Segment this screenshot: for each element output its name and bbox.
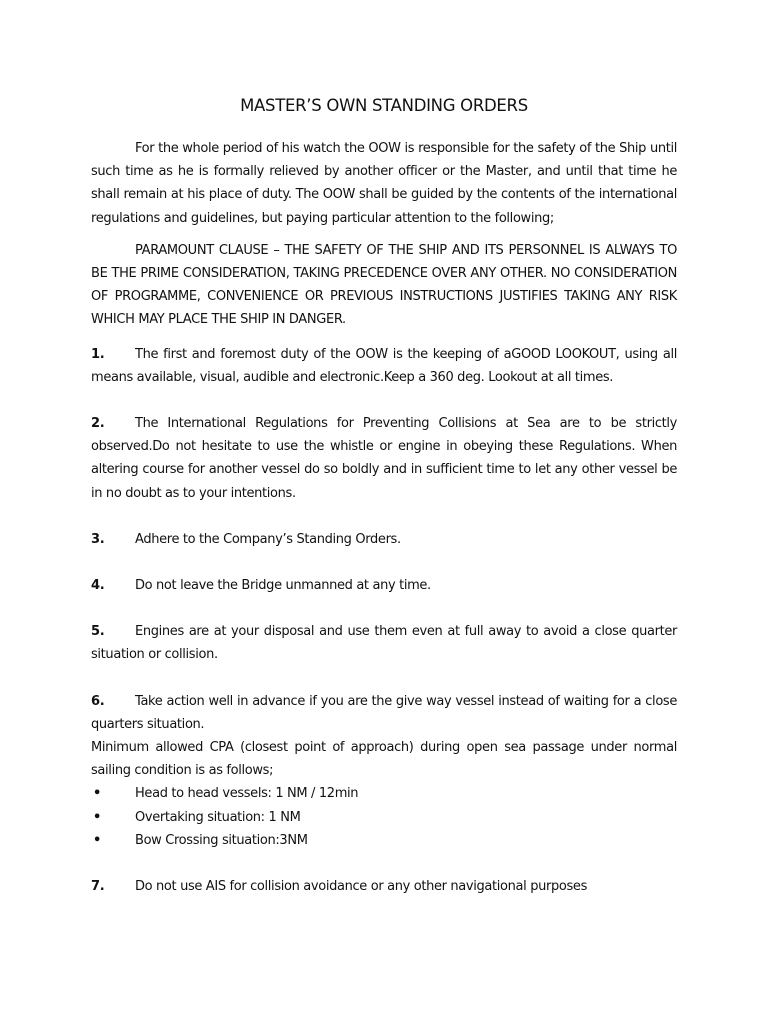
order-item-5 xyxy=(91,620,677,666)
cpa-intro: Minimum allowed CPA (closest point of approach) during open sea passage under normal sailing condition is as follows; xyxy=(91,740,677,779)
order-item-1 xyxy=(91,343,677,389)
order-number: 3. xyxy=(91,531,105,547)
order-item-4 xyxy=(91,574,677,597)
order-text: Engines are at your disposal and use them even at full away to avoid a close quarter situation or collision. xyxy=(91,624,677,663)
order-text: The International Regulations for Preventing Collisions at Sea are to be strictly observed.Do not hesitate to use the whistle or engine in obeying these Regulations. When altering course for another vessel do so boldly and in sufficient time to let any other vessel be in no doubt as to your intentions. xyxy=(91,416,677,501)
list-item-text: Head to head vessels: 1 NM / 12min xyxy=(135,786,359,802)
order-text: Adhere to the Company’s Standing Orders. xyxy=(135,531,401,547)
list-item-text: Bow Crossing situation:3NM xyxy=(135,832,308,848)
intro-paragraph: For the whole period of his watch the OOW is responsible for the safety of the Ship until such time as he is formally relieved by another officer or the Master, and until that time he shall remain at his place of duty. The OOW shall be guided by the contents of the international regulations and guidelines, but paying particular attention to the following; xyxy=(91,141,677,226)
order-item-3 xyxy=(91,528,677,551)
order-number: 5. xyxy=(91,624,105,640)
document-body xyxy=(91,95,677,898)
list-item xyxy=(91,806,677,829)
order-number: 7. xyxy=(91,879,105,895)
order-text: Take action well in advance if you are the give way vessel instead of waiting for a close quarters situation. xyxy=(91,693,677,732)
bullet-icon: • xyxy=(93,786,101,802)
list-item xyxy=(91,829,677,852)
order-text: Do not use AIS for collision avoidance or any other navigational purposes xyxy=(135,879,587,895)
order-item-7 xyxy=(91,875,677,898)
cpa-bullet-list xyxy=(91,782,677,852)
order-number: 6. xyxy=(91,693,105,709)
bullet-icon: • xyxy=(93,809,101,825)
order-number: 1. xyxy=(91,346,105,362)
bullet-icon: • xyxy=(93,832,101,848)
list-item xyxy=(91,782,677,805)
order-text: The first and foremost duty of the OOW is the keeping of aGOOD LOOKOUT, using all means available, visual, audible and electronic.Keep a 360 deg. Lookout at all times. xyxy=(91,346,677,385)
page-title: MASTER’S OWN STANDING ORDERS xyxy=(240,96,528,115)
paramount-clause: PARAMOUNT CLAUSE – THE SAFETY OF THE SHIP AND ITS PERSONNEL IS ALWAYS TO BE THE PRIME CONSIDERATION, TAKING PRECEDENCE OVER ANY OTHER. NO CONSIDERATION OF PROGRAMME, CONVENIENCE OR PREVIOUS INSTRUCTIONS JUSTIFIES TAKING ANY RISK WHICH MAY PLACE THE SHIP IN DANGER. xyxy=(91,242,677,328)
list-item-text: Overtaking situation: 1 NM xyxy=(135,809,301,825)
order-item-6 xyxy=(91,690,677,736)
order-text: Do not leave the Bridge unmanned at any time. xyxy=(135,578,431,594)
order-item-2 xyxy=(91,412,677,505)
order-number: 4. xyxy=(91,578,105,594)
order-number: 2. xyxy=(91,416,105,432)
